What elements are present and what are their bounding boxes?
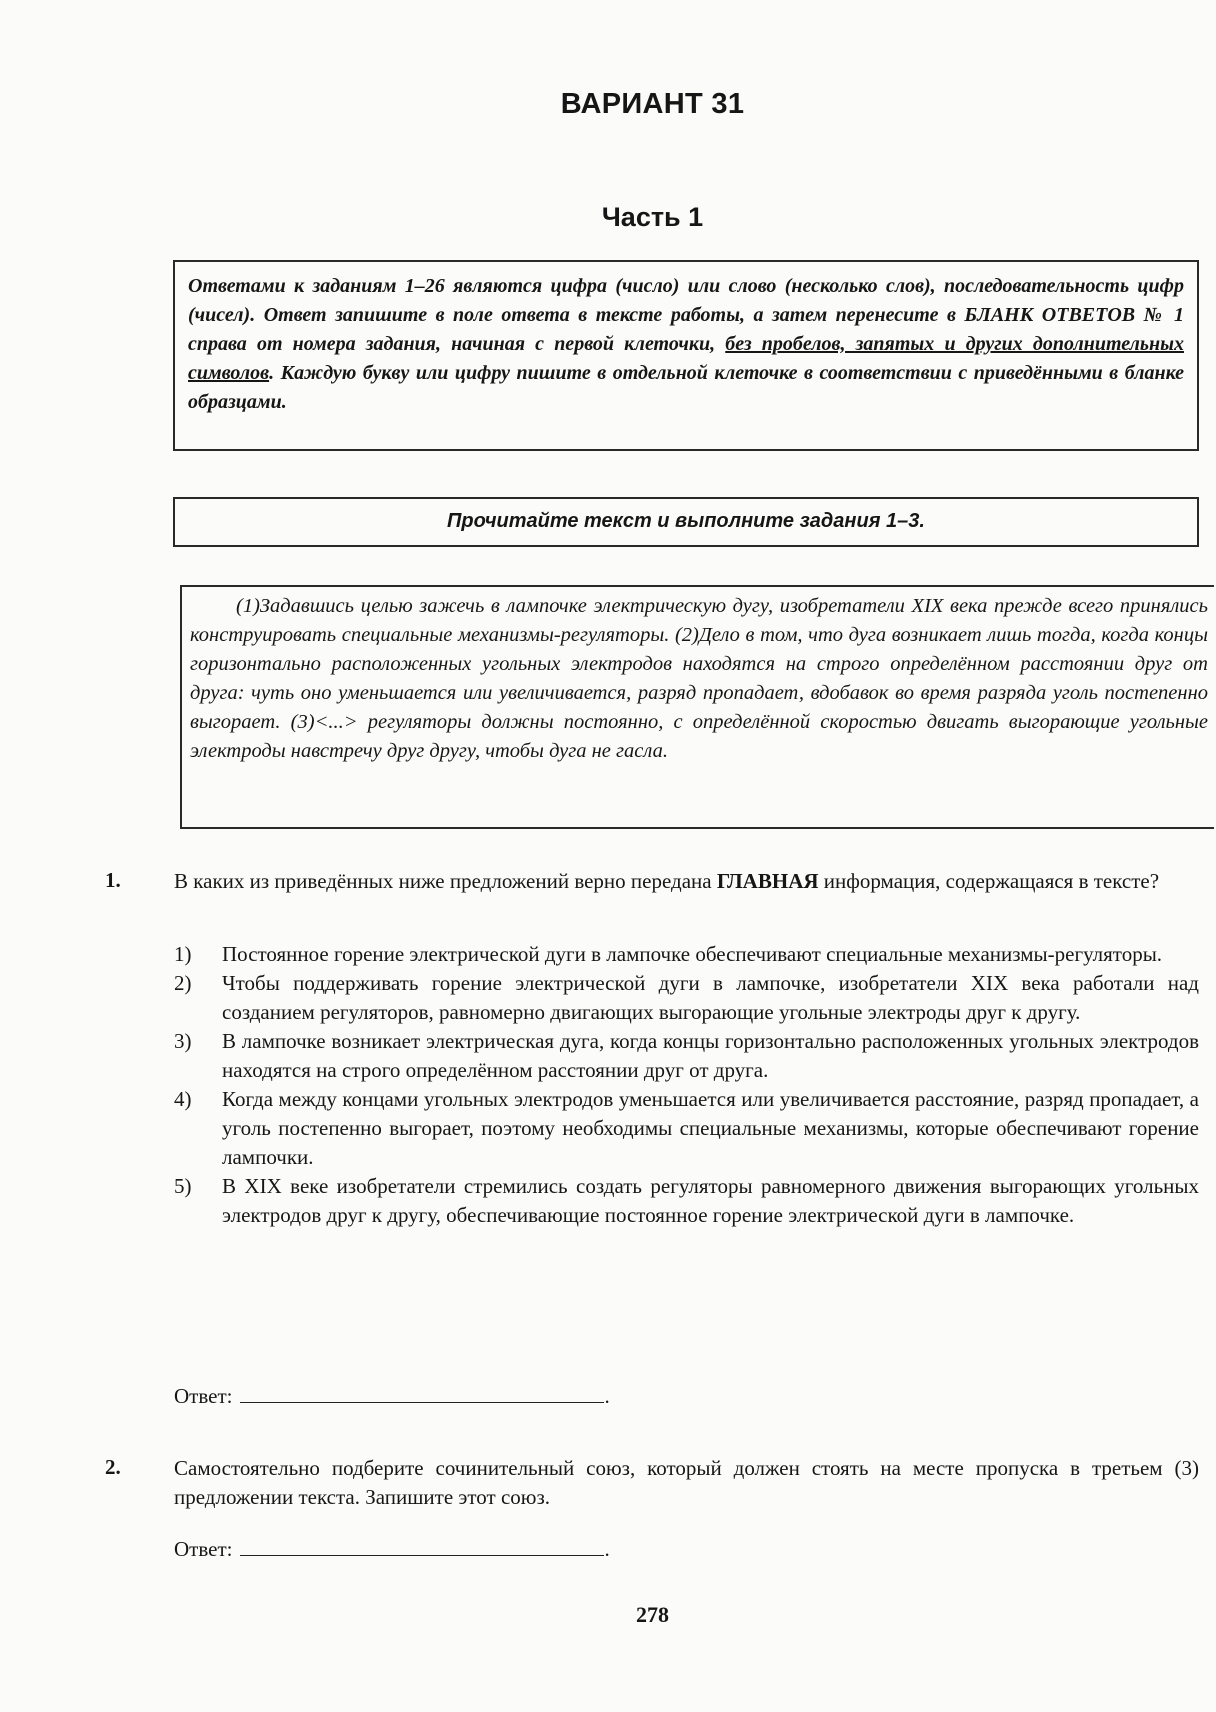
read-prompt: Прочитайте текст и выполните задания 1–3. [447,510,925,532]
option-4 [174,1085,1199,1172]
instruction-text-end: . Каждую букву или цифру пишите в отдельной клеточке в соответствии с приведёнными в бланке образцами. [188,362,1184,413]
option-5 [174,1172,1199,1230]
answer-label: Ответ: [174,1384,233,1408]
task-1-question-text: В каких из приведённых ниже предложений верно передана [174,869,717,893]
part-title: Часть 1 [601,202,704,232]
task-2-number: 2. [105,1455,121,1479]
option-text: В XIX веке изобретатели стремились создать регуляторы равномерного движения выгорающих угольных электродов друг к другу, обеспечивающие постоянное горение электрической дуги в лампочке. [222,1174,1199,1227]
task-1-question-bold: ГЛАВНАЯ [716,869,819,893]
task-2-question-text: Самостоятельно подберите сочинительный союз, который должен стоять на месте пропуска в третьем (3) предложении текста. Запишите этот союз. [174,1456,1199,1509]
option-1 [174,940,1199,969]
task-1-question [174,867,1199,896]
instruction-text: Ответами к заданиям 1–26 являются цифра (число) или слово (несколько слов), последовательность цифр (чисел). Ответ запишите в поле ответа в тексте работы, а затем перенесите в БЛАНК ОТВЕТОВ № 1 справа от номера задания, начиная с первой клеточки, [188,275,1184,355]
task-1-number: 1. [105,868,121,892]
instruction-underlined: без пробелов, запятых и других дополнительных символов [188,333,1185,384]
option-number: 2) [174,971,192,995]
option-text: Постоянное горение электрической дуги в лампочке обеспечивают специальные механизмы-регуляторы. [222,942,1163,966]
option-text: Когда между концами угольных электродов уменьшается или увеличивается расстояние, разряд пропадает, а уголь постепенно выгорает, поэтому необходимы специальные механизмы, которые обеспечивают горение лампочки. [222,1087,1199,1169]
task-1-question-text-end: информация, содержащаяся в тексте? [818,869,1160,893]
option-2 [174,969,1199,1027]
option-text: В лампочке возникает электрическая дуга, когда концы горизонтально расположенных угольных электродов находятся на строго определённом расстоянии друг от друга. [222,1029,1199,1082]
task-2-answer [174,1537,610,1562]
task-1-options [174,940,1199,1230]
answer-label: Ответ: [174,1537,233,1561]
page-number: 278 [636,1602,669,1627]
task-2-question [174,1454,1199,1512]
read-prompt-box [173,497,1199,547]
answer-end: . [604,1537,610,1561]
instruction-box [173,260,1199,451]
answer-field[interactable] [240,1537,604,1556]
answer-field[interactable] [240,1384,604,1403]
source-text-box [180,585,1214,829]
source-text: (1)Задавшись целью зажечь в лампочке электрическую дугу, изобретатели XIX века прежде всего принялись конструировать специальные механизмы-регуляторы. (2)Дело в том, что дуга возникает лишь тогда, когда концы горизонтально расположенных угольных электродов находятся на строго определённом расстоянии друг от друга: чуть оно уменьшается или увеличивается, разряд пропадает, вдобавок во время разряда уголь постепенно выгорает. (3)<...> регуляторы должны постоянно, с определённой скоростью двигать выгорающие угольные электроды навстречу друг другу, чтобы дуга не гасла. [190,595,1208,762]
option-number: 3) [174,1029,192,1053]
option-3 [174,1027,1199,1085]
task-1-answer [174,1384,610,1409]
option-number: 5) [174,1174,192,1198]
option-text: Чтобы поддерживать горение электрической дуги в лампочке, изобретатели XIX века работали над созданием регуляторов, равномерно двигающих выгорающие угольные электроды друг к другу. [222,971,1199,1024]
answer-end: . [604,1384,610,1408]
option-number: 1) [174,942,192,966]
option-number: 4) [174,1087,192,1111]
variant-title: ВАРИАНТ 31 [560,88,745,120]
